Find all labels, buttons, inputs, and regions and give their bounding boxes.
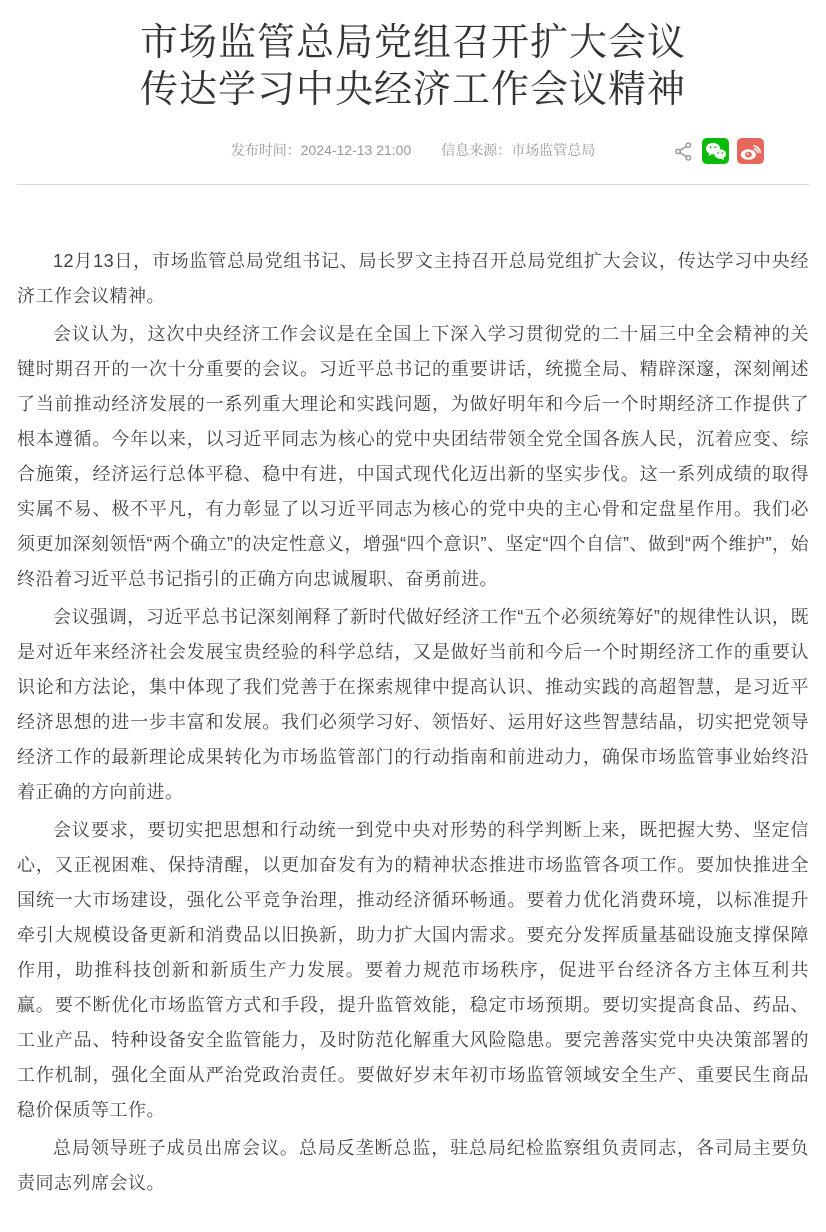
wechat-icon[interactable] <box>702 138 729 164</box>
paragraph-3: 会议强调，习近平总书记深刻阐释了新时代做好经济工作“五个必须统筹好”的规律性认识，既是对近年来经济社会发展宝贵经验的科学总结，又是做好当前和今后一个时期经济工作的重要认识论和方法论，集中体现了我们党善于在探索规律中提高认识、推动实践的高超智慧，是习近平经济思想的进一步丰富和发展。我们必须学习好、领悟好、运用好这些智慧结晶，切实把党领导经济工作的最新理论成果转化为市场监管部门的行动指南和前进动力，确保市场监管事业始终沿着正确的方向前进。 <box>17 607 809 802</box>
source-label: 信息来源： <box>441 142 512 158</box>
article-title-line1: 市场监管总局党组召开扩大会议 <box>139 22 686 64</box>
share-toolbar <box>673 136 764 166</box>
paragraph-5: 总局领导班子成员出席会议。总局反垄断总监，驻总局纪检监察组负责同志，各司局主要负责同志列席会议。 <box>17 1138 809 1193</box>
paragraph-2: 会议认为，这次中央经济工作会议是在全国上下深入学习贯彻党的二十届三中全会精神的关键时期召开的一次十分重要的会议。习近平总书记的重要讲话，统揽全局、精辟深邃，深刻阐述了当前推动经济发展的一系列重大理论和实践问题，为做好明年和今后一个时期经济工作提供了根本遵循。今年以来，以习近平同志为核心的党中央团结带领全党全国各族人民，沉着应变、综合施策，经济运行总体平稳、稳中有进，中国式现代化迈出新的坚实步伐。这一系列成绩的取得实属不易、极不平凡，有力彰显了以习近平同志为核心的党中央的主心骨和定盘星作用。我们必须更加深刻领悟“两个确立”的决定性意义，增强“四个意识”、坚定“四个自信”、做到“两个维护”，始终沿着习近平总书记指引的正确方向忠诚履职、奋勇前进。 <box>17 324 809 589</box>
share-icon[interactable] <box>673 141 694 162</box>
source-value: 市场监管总局 <box>511 142 596 158</box>
paragraph-1: 12月13日，市场监管总局党组书记、局长罗文主持召开总局党组扩大会议，传达学习中央经济工作会议精神。 <box>17 251 809 306</box>
publish-time-value: 2024-12-13 21:00 <box>300 142 412 158</box>
article-body <box>0 185 826 1232</box>
weibo-icon[interactable] <box>737 138 764 164</box>
paragraph-4: 会议要求，要切实把思想和行动统一到党中央对形势的科学判断上来，既把握大势、坚定信心，又正视困难、保持清醒，以更加奋发有为的精神状态推进市场监管各项工作。要加快推进全国统一大市场建设，强化公平竞争治理，推动经济循环畅通。要着力优化消费环境，以标准提升牵引大规模设备更新和消费品以旧换新，助力扩大国内需求。要充分发挥质量基础设施支撑保障作用，助推科技创新和新质生产力发展。要着力规范市场秩序，促进平台经济各方主体互利共赢。要不断优化市场监管方式和手段，提升监管效能，稳定市场预期。要切实提高食品、药品、工业产品、特种设备安全监管能力，及时防范化解重大风险隐患。要完善落实党中央决策部署的工作机制，强化全面从严治党政治责任。要做好岁末年初市场监管领域安全生产、重要民生商品稳价保质等工作。 <box>17 820 809 1120</box>
article-title <box>0 20 826 114</box>
article-title-line2: 传达学习中央经济工作会议精神 <box>139 69 686 111</box>
meta-row <box>0 135 826 165</box>
article-header <box>0 0 826 165</box>
publish-time-label: 发布时间： <box>230 142 301 158</box>
